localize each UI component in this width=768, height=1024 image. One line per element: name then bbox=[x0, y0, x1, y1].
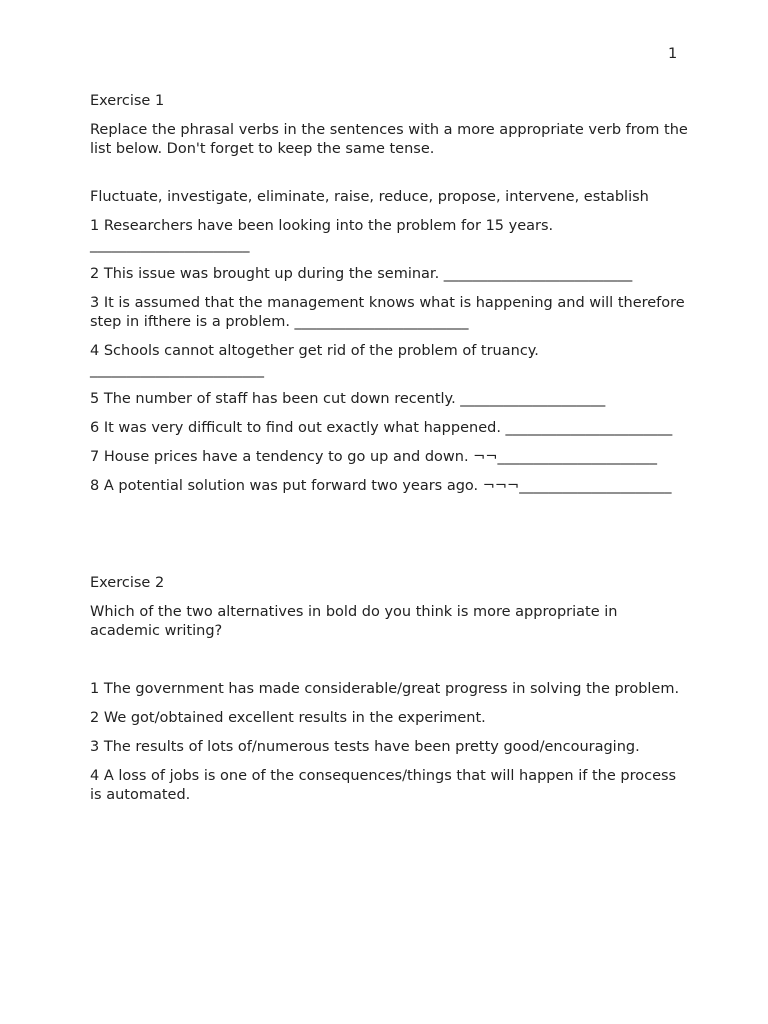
exercise-1-item-6: 6 It was very difficult to find out exactly what happened. _______________________ bbox=[90, 420, 673, 436]
exercise-1-item-2: 2 This issue was brought up during the seminar. __________________________ bbox=[90, 266, 633, 282]
exercise-1 bbox=[90, 92, 690, 496]
page-number: 1 bbox=[668, 46, 678, 62]
exercise-2-item-3: 3 The results of lots of/numerous tests have been pretty good/encouraging. bbox=[90, 739, 640, 755]
exercise-1-item-1: 1 Researchers have been looking into the problem for 15 years. ______________________ bbox=[90, 218, 554, 253]
exercise-2-item-1: 1 The government has made considerable/great progress in solving the problem. bbox=[90, 681, 680, 697]
exercise-2-instruction: Which of the two alternatives in bold do you think is more appropriate in academic writing? bbox=[90, 604, 618, 639]
exercise-1-item-8: 8 A potential solution was put forward two years ago. ¬¬¬_____________________ bbox=[90, 478, 672, 494]
exercise-1-instruction: Replace the phrasal verbs in the sentences with a more appropriate verb from the list below. Don't forget to keep the same tense. bbox=[90, 122, 688, 157]
exercise-2 bbox=[90, 574, 690, 805]
exercise-1-item-3: 3 It is assumed that the management knows what is happening and will therefore step in ifthere is a problem. ________________________ bbox=[90, 295, 685, 330]
exercise-1-heading: Exercise 1 bbox=[90, 93, 165, 109]
exercise-2-item-2: 2 We got/obtained excellent results in the experiment. bbox=[90, 710, 486, 726]
exercise-2-item-4: 4 A loss of jobs is one of the consequences/things that will happen if the process is automated. bbox=[90, 768, 677, 803]
exercise-2-heading: Exercise 2 bbox=[90, 575, 165, 591]
document-body bbox=[90, 92, 690, 815]
exercise-1-word-list: Fluctuate, investigate, eliminate, raise, reduce, propose, intervene, establish bbox=[90, 189, 649, 205]
exercise-1-item-7: 7 House prices have a tendency to go up and down. ¬¬______________________ bbox=[90, 449, 657, 465]
exercise-1-item-4: 4 Schools cannot altogether get rid of the problem of truancy. ________________________ bbox=[90, 343, 539, 378]
exercise-1-item-5: 5 The number of staff has been cut down recently. ____________________ bbox=[90, 391, 606, 407]
